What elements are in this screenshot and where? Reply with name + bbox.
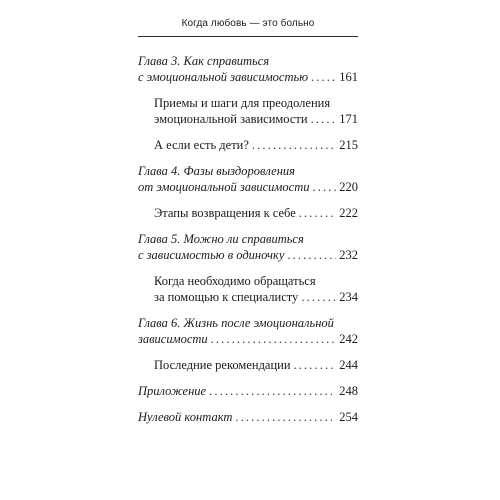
leader-dots xyxy=(299,205,336,221)
toc-entry-text: Глава 6. Жизнь после эмоциональной xyxy=(138,316,334,330)
leader-dots xyxy=(209,383,336,399)
leader-dots xyxy=(211,331,337,347)
toc-entry-text: Глава 4. Фазы выздоровления xyxy=(138,164,295,178)
page-number: 248 xyxy=(339,384,358,398)
toc-entry-section xyxy=(138,137,358,153)
running-head: Когда любовь — это больно xyxy=(181,18,315,29)
toc-entry-section xyxy=(138,95,358,127)
page-number: 222 xyxy=(339,206,358,220)
header-rule xyxy=(138,36,358,37)
page-number: 161 xyxy=(339,70,358,84)
leader-dots xyxy=(311,111,337,127)
toc-entry-text: с эмоциональной зависимостью xyxy=(138,70,309,84)
page-number: 171 xyxy=(339,112,358,126)
page-number: 254 xyxy=(339,410,358,424)
page-number: 215 xyxy=(339,138,358,152)
leader-dots xyxy=(301,289,336,305)
table-of-contents xyxy=(138,53,358,435)
leader-dots xyxy=(252,137,336,153)
page-number: 220 xyxy=(339,180,358,194)
toc-entry-text: Приемы и шаги для преодоления xyxy=(154,96,331,110)
page-number: 232 xyxy=(339,248,358,262)
page-number: 242 xyxy=(339,332,358,346)
toc-entry-text: зависимости xyxy=(138,332,208,346)
toc-entry-appendix xyxy=(138,383,358,399)
leader-dots xyxy=(311,69,336,85)
page-number: 244 xyxy=(339,358,358,372)
toc-entry-section xyxy=(138,205,358,221)
toc-entry-text: Глава 3. Как справиться xyxy=(138,54,270,68)
toc-entry-chapter-4 xyxy=(138,163,358,195)
leader-dots xyxy=(287,247,336,263)
page-number: 234 xyxy=(339,290,358,304)
toc-entry-text: с зависимостью в одиночку xyxy=(138,248,285,262)
toc-entry-text: от эмоциональной зависимости xyxy=(138,180,310,194)
toc-entry-text: Этапы возвращения к себе xyxy=(154,206,296,220)
toc-entry-text: Глава 5. Можно ли справиться xyxy=(138,232,304,246)
toc-entry-text: за помощью к специалисту xyxy=(154,290,299,304)
toc-entry-chapter-6 xyxy=(138,315,358,347)
toc-entry-text: эмоциональной зависимости xyxy=(154,112,308,126)
toc-entry-chapter-3 xyxy=(138,53,358,85)
toc-entry-chapter-5 xyxy=(138,231,358,263)
toc-entry-section xyxy=(138,357,358,373)
toc-entry-zero-contact xyxy=(138,409,358,425)
toc-entry-text: Приложение xyxy=(138,384,207,398)
leader-dots xyxy=(312,179,336,195)
toc-entry-text: Когда необходимо обращаться xyxy=(154,274,316,288)
leader-dots xyxy=(294,357,337,373)
toc-entry-section xyxy=(138,273,358,305)
toc-entry-text: Последние рекомендации xyxy=(154,358,291,372)
toc-entry-text: А если есть дети? xyxy=(154,138,249,152)
toc-entry-text: Нулевой контакт xyxy=(138,410,233,424)
leader-dots xyxy=(235,409,336,425)
